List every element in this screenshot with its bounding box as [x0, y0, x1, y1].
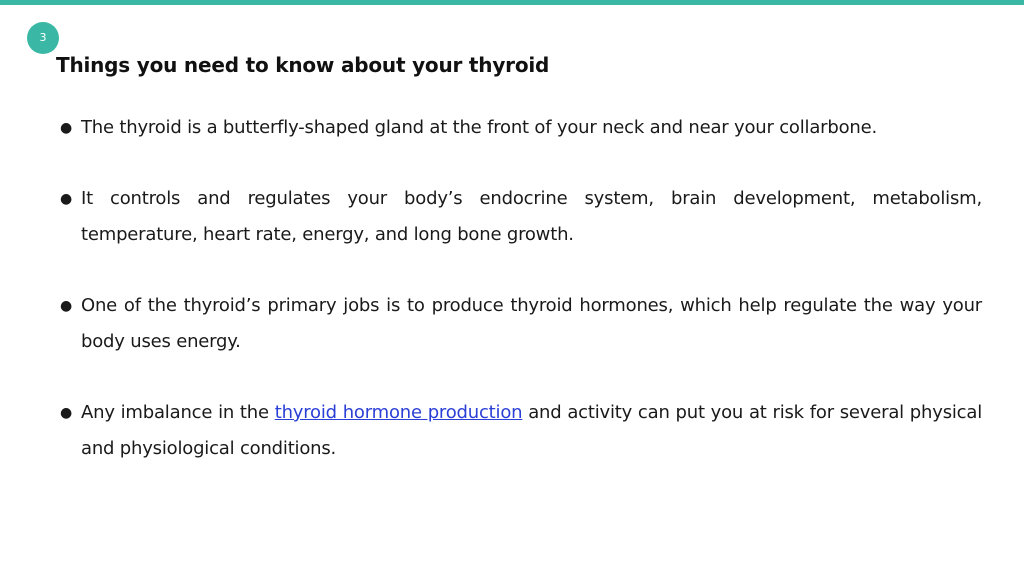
bullet-dot-icon: ●: [60, 120, 73, 136]
bullet-text: It controls and regulates your body’s endocrine system, brain development, metabolism, temperature, heart rate, energy, and long bone growth.: [81, 188, 982, 245]
bullet-list: [60, 110, 982, 467]
bullet-text: The thyroid is a butterfly-shaped gland at the front of your neck and near your collarbone.: [81, 117, 878, 138]
bullet-dot-icon: ●: [60, 405, 73, 421]
bullet-dot-icon: ●: [60, 298, 73, 314]
thyroid-hormone-production-link[interactable]: thyroid hormone production: [274, 402, 523, 423]
bullet-item-4: [60, 395, 982, 467]
bullet-item-2: [60, 181, 982, 253]
bullet-item-1: [60, 110, 982, 146]
top-accent-bar: [0, 0, 1024, 5]
bullet-text-before-link: Any imbalance in the: [81, 402, 275, 423]
slide-title: Things you need to know about your thyroid: [56, 53, 550, 77]
slide-number-badge: 3: [27, 22, 59, 54]
bullet-dot-icon: ●: [60, 191, 73, 207]
bullet-text: One of the thyroid’s primary jobs is to produce thyroid hormones, which help regulate the way your body uses energy.: [81, 295, 982, 352]
bullet-item-3: [60, 288, 982, 360]
bullet-text-after-link: and activity can put you at risk for several physical and physiological conditions.: [81, 402, 983, 459]
